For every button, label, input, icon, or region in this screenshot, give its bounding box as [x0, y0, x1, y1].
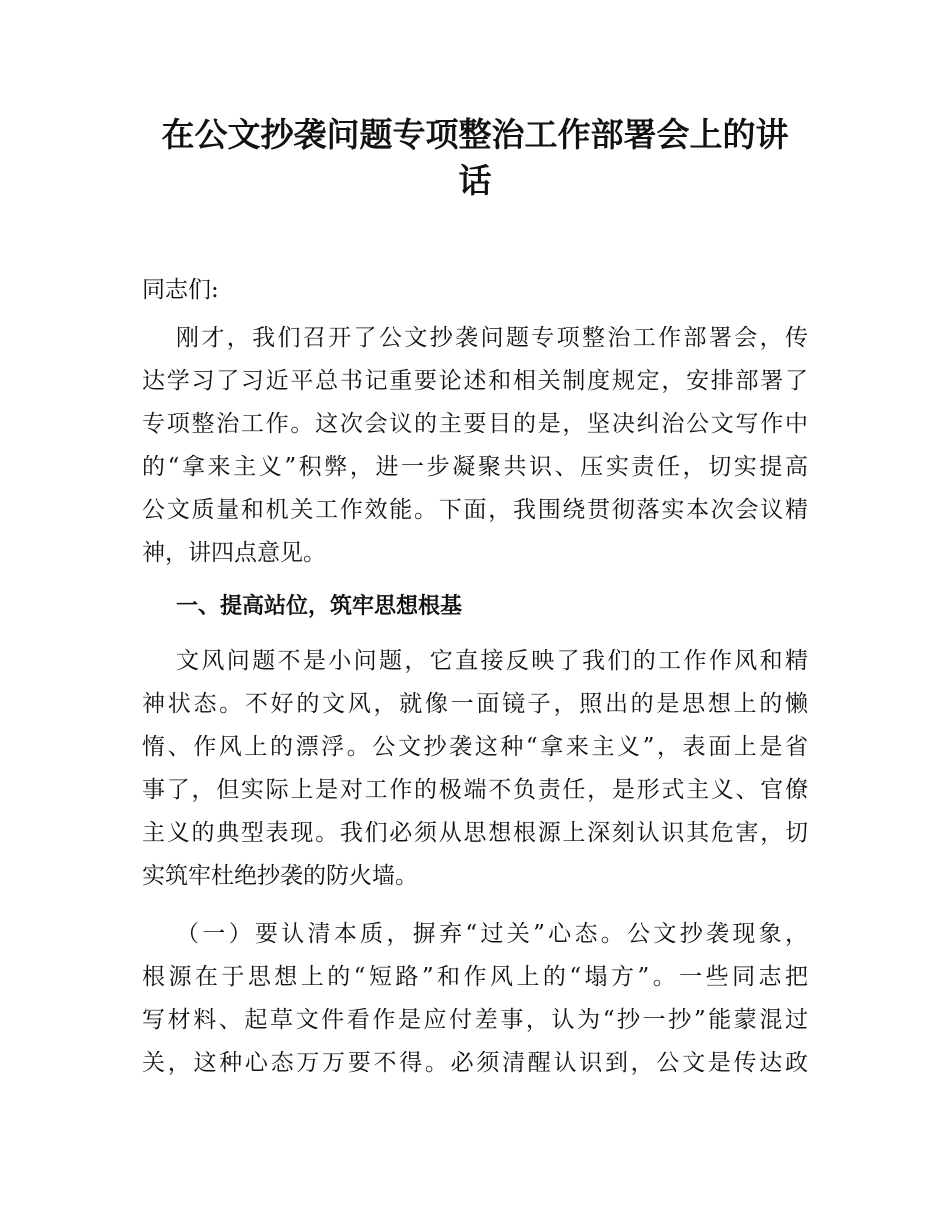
- text-line: 关，这种心态万万要不得。必须清醒认识到，公文是传达政: [142, 1050, 808, 1076]
- text-line: 专项整治工作。这次会议的主要目的是，坚决纠治公文写作中: [142, 411, 808, 437]
- text-line: 公文质量和机关工作效能。下面，我围绕贯彻落实本次会议精: [142, 497, 808, 523]
- salutation: 同志们:: [142, 277, 219, 303]
- text-line: 文风问题不是小问题，它直接反映了我们的工作作风和精: [176, 648, 808, 674]
- text-line: 神状态。不好的文风，就像一面镜子，照出的是思想上的懒: [142, 691, 808, 717]
- text-line: 根源在于思想上的“短路”和作风上的“塌方”。一些同志把: [142, 964, 808, 990]
- text-line: 刚才，我们召开了公文抄袭问题专项整治工作部署会，传: [176, 325, 808, 351]
- text-line: 事了，但实际上是对工作的极端不负责任，是形式主义、官僚: [142, 777, 808, 803]
- section-heading: 一、提高站位，筑牢思想根基: [176, 594, 463, 619]
- text-line: 达学习了习近平总书记重要论述和相关制度规定，安排部署了: [142, 368, 808, 394]
- text-line: （一）要认清本质，摒弃“过关”心态。公文抄袭现象，: [176, 921, 808, 947]
- text-line: 神，讲四点意见。: [142, 540, 326, 566]
- text-line: 的“拿来主义”积弊，进一步凝聚共识、压实责任，切实提高: [142, 454, 808, 480]
- text-line: 主义的典型表现。我们必须从思想根源上深刻认识其危害，切: [142, 820, 808, 846]
- text-line: 惰、作风上的漂浮。公文抄袭这种“拿来主义”，表面上是省: [142, 734, 808, 760]
- text-line: 实筑牢杜绝抄袭的防火墙。: [142, 863, 418, 889]
- title-line: 话: [458, 161, 492, 200]
- text-line: 写材料、起草文件看作是应付差事，认为“抄一抄”能蒙混过: [142, 1007, 808, 1033]
- title-line: 在公文抄袭问题专项整治工作部署会上的讲: [161, 115, 789, 154]
